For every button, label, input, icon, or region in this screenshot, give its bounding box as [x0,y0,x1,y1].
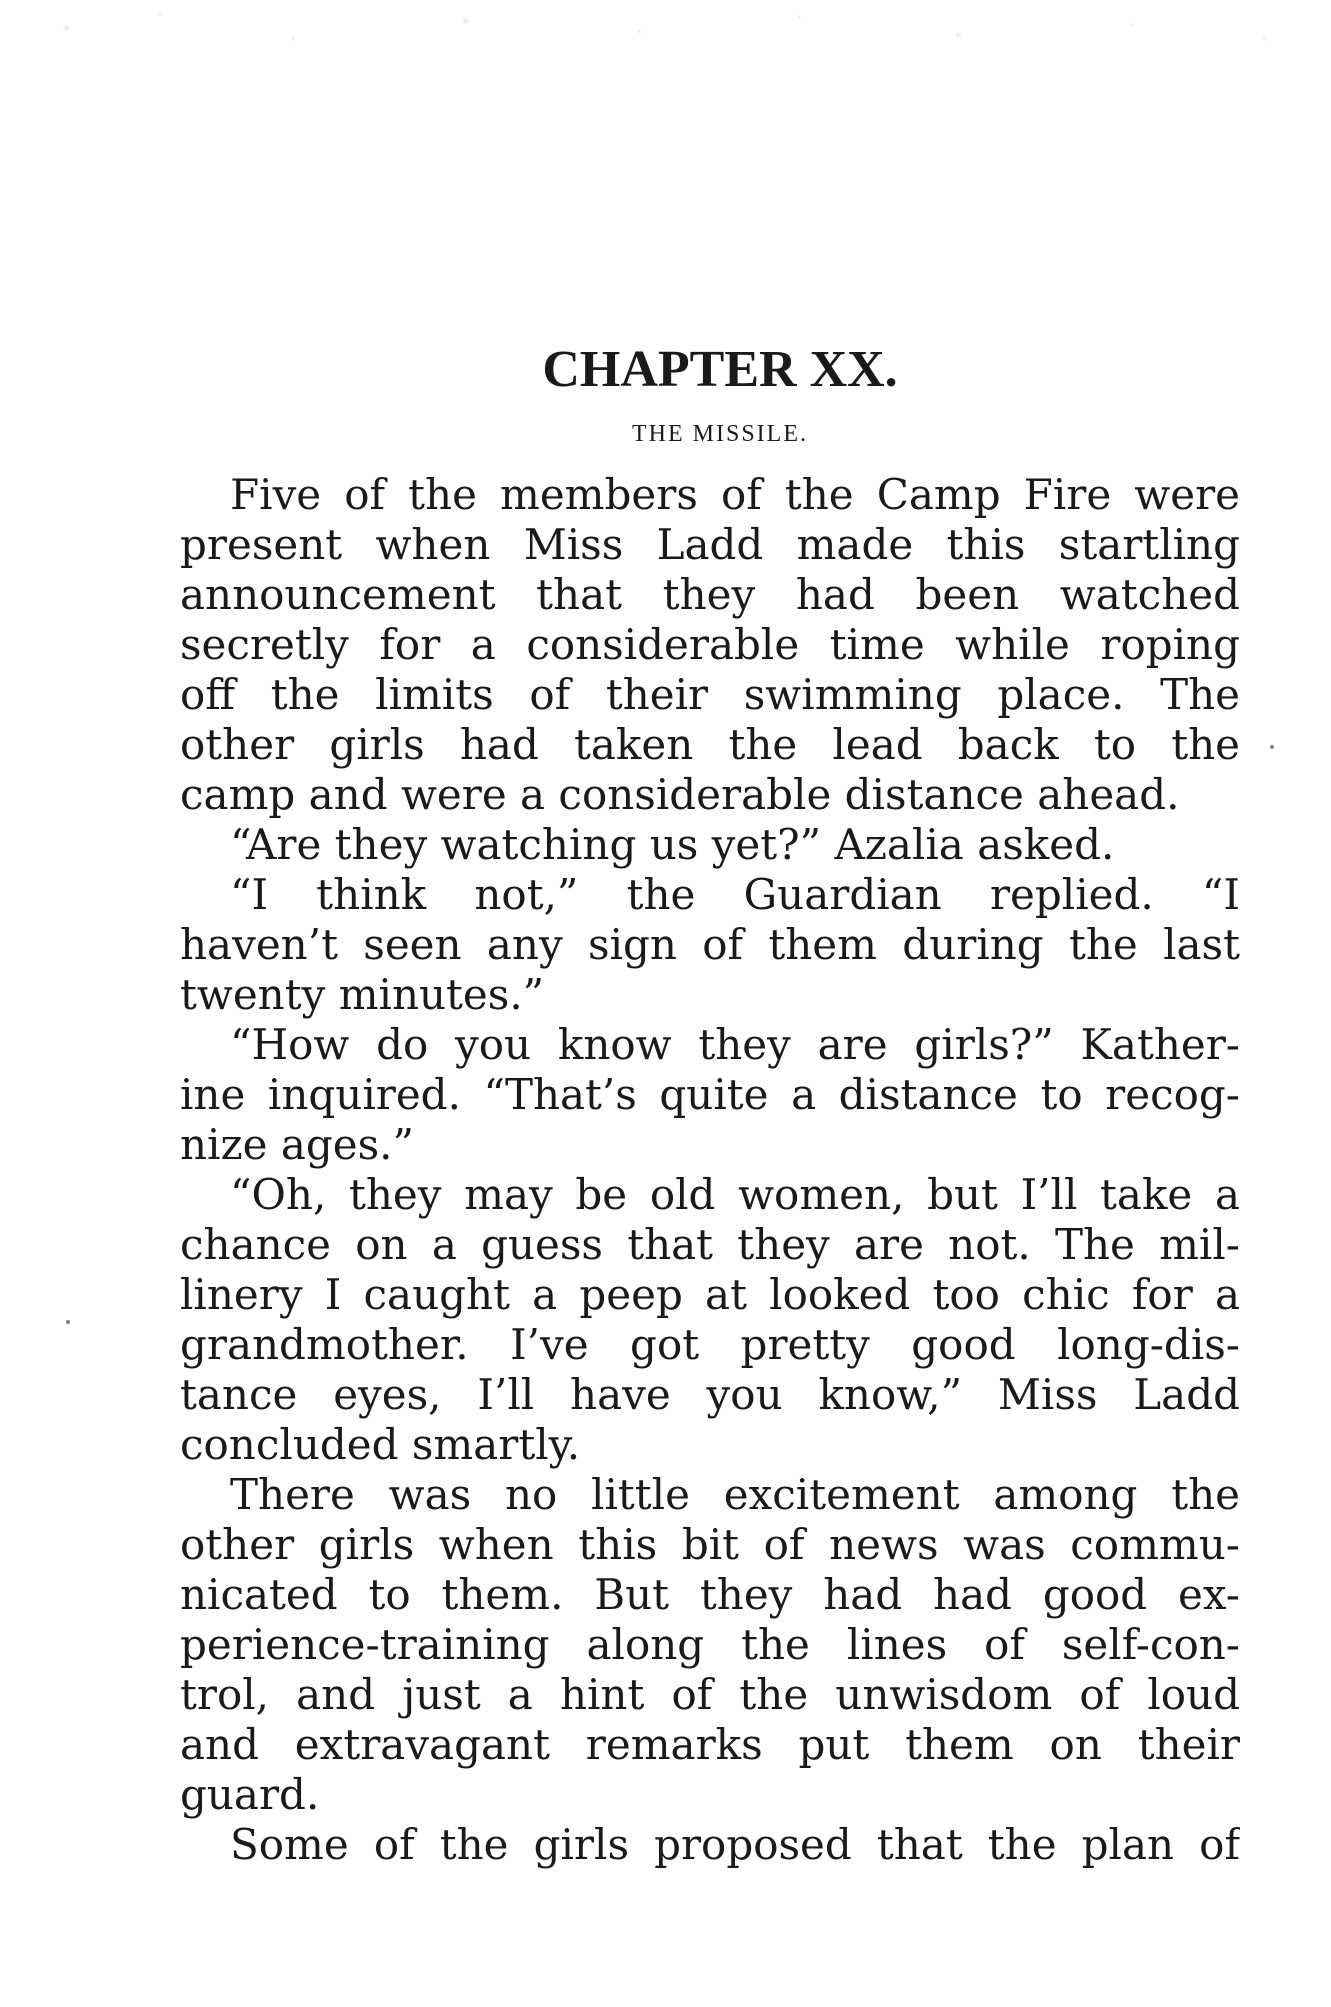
text-line: trol, and just a hint of the unwisdom of loud [180,1670,1240,1719]
text-line: “Oh, they may be old women, but I’ll take a [230,1170,1240,1219]
scan-noise-strip [0,0,1331,70]
margin-speck [66,1320,70,1324]
chapter-body-text [180,470,1240,1870]
text-line: perience-training along the lines of self-con- [180,1620,1240,1669]
text-line: “How do you know they are girls?” Kather- [230,1020,1240,1069]
text-line: Five of the members of the Camp Fire were [230,470,1240,519]
text-line: off the limits of their swimming place. The [180,670,1240,719]
chapter-title: CHAPTER XX. [542,341,898,398]
text-line: concluded smartly. [180,1420,581,1469]
text-line: chance on a guess that they are not. The mil- [180,1220,1240,1269]
text-line: nize ages.” [180,1120,414,1169]
text-line: guard. [180,1770,320,1819]
text-line: “Are they watching us yet?” Azalia asked. [230,820,1115,869]
text-line: nicated to them. But they had had good ex- [180,1570,1240,1619]
text-line: Some of the girls proposed that the plan of [230,1820,1240,1869]
text-line: secretly for a considerable time while roping [180,620,1240,669]
margin-speck [1270,745,1274,749]
text-line: grandmother. I’ve got pretty good long-dis- [180,1320,1240,1369]
text-line: ine inquired. “That’s quite a distance to recog- [180,1070,1240,1119]
text-line: present when Miss Ladd made this startling [180,520,1240,569]
text-line: There was no little excitement among the [230,1470,1240,1519]
text-line: tance eyes, I’ll have you know,” Miss Ladd [180,1370,1240,1419]
text-line: and extravagant remarks put them on their [180,1720,1240,1769]
text-line: other girls when this bit of news was commu- [180,1520,1240,1569]
text-line: twenty minutes.” [180,970,545,1019]
text-line: other girls had taken the lead back to the [180,720,1240,769]
text-line: camp and were a considerable distance ahead. [180,770,1180,819]
text-line: announcement that they had been watched [180,570,1240,619]
text-line: haven’t seen any sign of them during the last [180,920,1240,969]
text-line: “I think not,” the Guardian replied. “I [230,870,1240,919]
book-page [180,340,1240,1870]
chapter-subtitle: THE MISSILE. [632,421,808,447]
text-line: linery I caught a peep at looked too chic for a [180,1270,1240,1319]
